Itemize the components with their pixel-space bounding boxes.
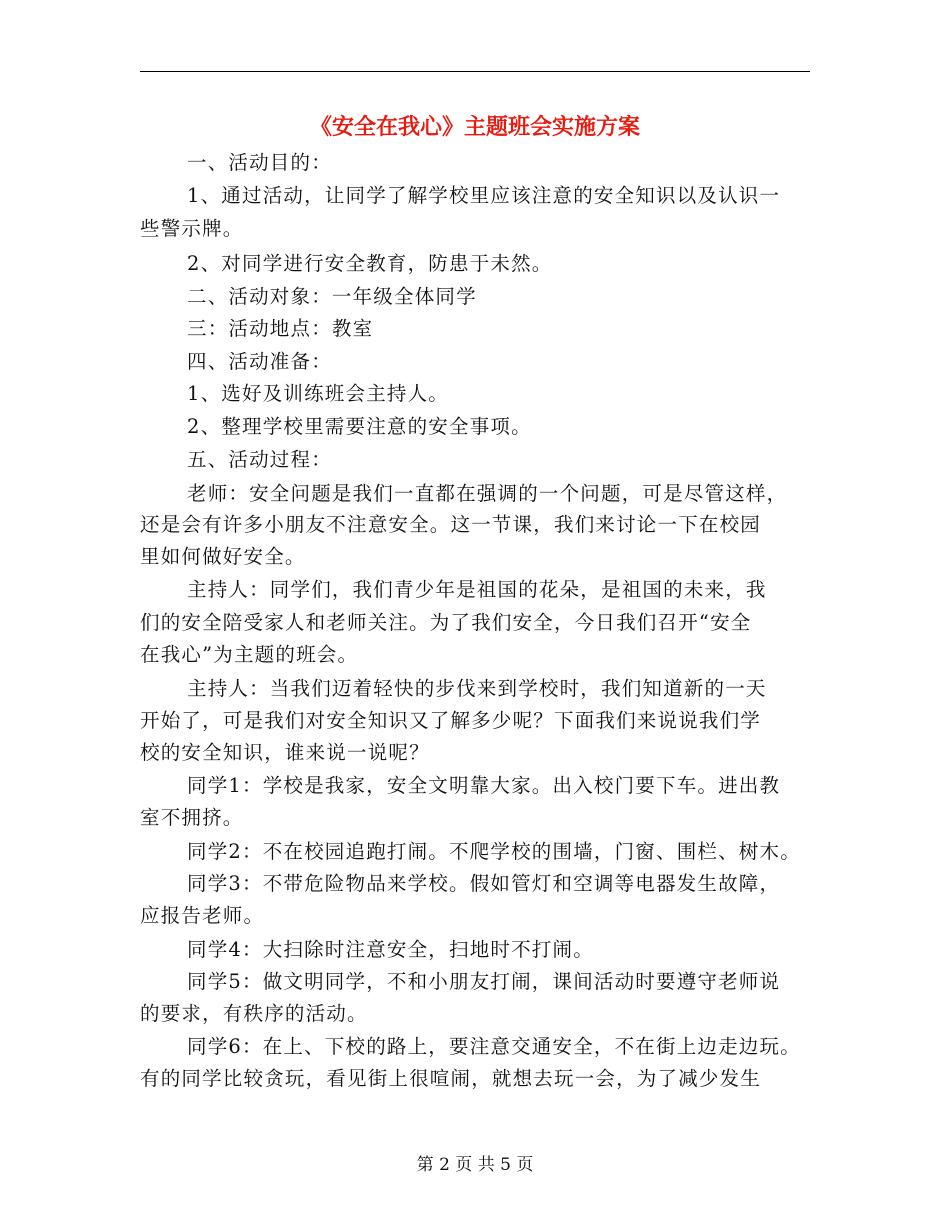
body-line: 三：活动地点：教室 (187, 317, 374, 340)
body-line: 同学3：不带危险物品来学校。假如管灯和空调等电器发生故障， (187, 872, 781, 895)
body-line: 同学5：做文明同学，不和小朋友打闹，课间活动时要遵守老师说 (187, 970, 781, 993)
body-line: 室不拥挤。 (140, 806, 244, 829)
body-line: 五、活动过程： (187, 448, 332, 471)
body-line: 一、活动目的： (187, 151, 332, 174)
body-line: 的要求，有秩序的活动。 (140, 1002, 368, 1025)
body-line: 主持人：当我们迈着轻快的步伐来到学校时，我们知道新的一天 (187, 677, 767, 700)
body-line: 1、选好及训练班会主持人。 (187, 382, 450, 405)
body-line: 些警示牌。 (140, 217, 244, 240)
body-line: 2、整理学校里需要注意的安全事项。 (187, 415, 532, 438)
body-line: 同学4：大扫除时注意安全，扫地时不打闹。 (187, 938, 594, 961)
body-line: 同学6：在上、下校的路上，要注意交通安全，不在街上边走边玩。 (187, 1035, 801, 1058)
body-line: 2、对同学进行安全教育，防患于未然。 (187, 252, 553, 275)
body-line: 主持人：同学们，我们青少年是祖国的花朵，是祖国的未来，我 (187, 578, 767, 601)
body-line: 里如何做好安全。 (140, 545, 306, 568)
body-line: 同学2：不在校园追跑打闹。不爬学校的围墙，门窗、围栏、树木。 (187, 840, 801, 863)
body-line: 在我心”为主题的班会。 (140, 643, 359, 666)
body-line: 有的同学比较贪玩，看见街上很喧闹，就想去玩一会，为了减少发生 (140, 1067, 762, 1090)
body-line: 校的安全知识，谁来说一说呢？ (140, 741, 430, 764)
body-line: 还是会有许多小朋友不注意安全。这一节课，我们来讨论一下在校园 (140, 513, 762, 536)
body-line: 应报告老师。 (140, 904, 265, 927)
page-number: 第 2 页 共 5 页 (416, 1155, 534, 1175)
document-title: 《安全在我心》主题班会实施方案 (309, 114, 640, 140)
body-line: 老师：安全问题是我们一直都在强调的一个问题，可是尽管这样， (187, 482, 788, 505)
body-line: 1、通过活动，让同学了解学校里应该注意的安全知识以及认识一 (187, 184, 781, 207)
body-line: 同学1：学校是我家，安全文明靠大家。出入校门要下车。进出教 (187, 774, 781, 797)
body-line: 们的安全陪受家人和老师关注。为了我们安全，今日我们召开“安全 (140, 611, 752, 634)
header-rule (140, 71, 810, 72)
body-line: 开始了，可是我们对安全知识又了解多少呢？下面我们来说说我们学 (140, 709, 762, 732)
body-line: 四、活动准备： (187, 350, 332, 373)
body-line: 二、活动对象：一年级全体同学 (187, 285, 477, 308)
